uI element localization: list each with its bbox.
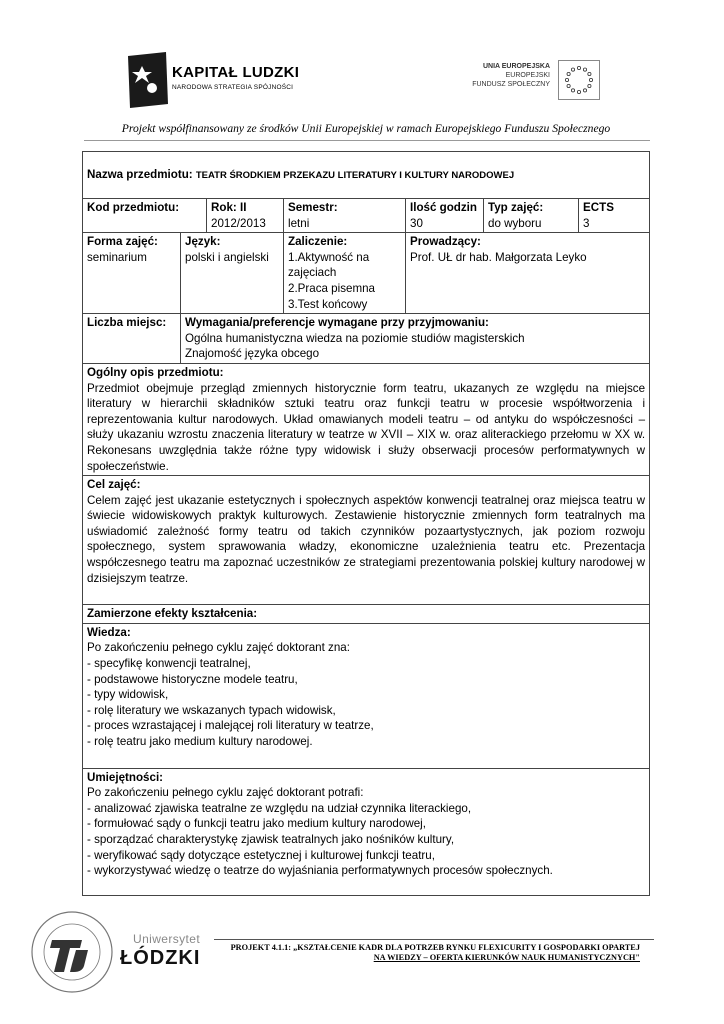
type-value: do wyboru [488, 216, 542, 230]
knowledge-row [83, 623, 650, 768]
language-value: polski i angielski [185, 250, 269, 264]
skill-item: - sporządzać charakterystykę zjawisk teatralnych jako nośników kultury, [87, 832, 455, 846]
goal-text: Celem zajęć jest ukazanie estetycznych i społecznych aspektów konwencji teatralnej oraz miejsca teatru w świecie widowiskowych praktyk kulturowych. Zestawienie historycznie zmiennych form teatralnych ma uświadomić zależność formy teatru od takich czynników pozaartystycznych, jak poziom rozwoju społecznego, system sprawowania władzy, ekonomiczne uzależnienia teatru etc. Prezentacja współczesnego teatru ma zapoznać uczestników ze strategiami prezentowania polskiej kultury narodowej w dzisiejszym teatrze. [87, 493, 646, 585]
course-name-value: TEATR ŚRODKIEM PRZEKAZU LITERATURY I KULTURY NARODOWEJ [195, 169, 515, 181]
knowledge-item: - proces wzrastającej i malejącej roli literatury w teatrze, [87, 719, 374, 733]
lecturer-label: Prowadzący: [410, 235, 481, 249]
kapital-ludzki-subtitle: NARODOWA STRATEGIA SPÓJNOŚCI [172, 84, 294, 91]
skills-intro: Po zakończeniu pełnego cyklu zajęć doktorant potrafi: [87, 786, 364, 800]
lecturer-cell [406, 233, 650, 314]
eu-flag-icon [558, 60, 600, 100]
code-label: Kod przedmiotu: [87, 201, 180, 214]
knowledge-item: - typy widowisk, [87, 688, 169, 702]
language-cell [181, 233, 284, 314]
skill-item: - wykorzystywać wiedzę o teatrze do wyjaśniania performatywnych procesów społecznych. [87, 864, 553, 878]
footer-divider [214, 939, 654, 940]
skills-row [83, 768, 650, 895]
course-name-row [83, 152, 650, 199]
goal-label: Cel zajęć: [87, 478, 141, 492]
university-seal-logo [30, 910, 114, 994]
knowledge-label: Wiedza: [87, 625, 131, 639]
skills-label: Umiejętności: [87, 770, 164, 784]
header-divider [84, 140, 650, 141]
outcomes-cell [83, 605, 650, 624]
eu-line-1: UNIA EUROPEJSKA [482, 63, 550, 70]
form-cell [83, 233, 181, 314]
ects-label: ECTS [583, 201, 614, 214]
type-cell [484, 199, 579, 233]
places-label: Liczba miejsc: [87, 316, 167, 330]
places-cell [83, 314, 181, 364]
lecturer-value: Prof. UŁ dr hab. Małgorzata Leyko [410, 250, 587, 264]
course-meta-row [83, 199, 650, 233]
knowledge-cell [83, 623, 650, 768]
form-value: seminarium [87, 250, 147, 264]
course-syllabus-table [82, 151, 650, 896]
kapital-ludzki-title: KAPITAŁ LUDZKI [172, 64, 300, 81]
requirements-row [83, 314, 650, 364]
ects-value: 3 [583, 216, 590, 230]
type-label: Typ zajęć: [488, 201, 544, 214]
goal-row [83, 476, 650, 605]
course-details-row [83, 233, 650, 314]
eu-line-2: EUROPEJSKI [505, 72, 550, 79]
goal-cell [83, 476, 650, 605]
year-label: Rok: II [211, 201, 247, 214]
language-label: Język: [185, 235, 221, 249]
credit-item: 2.Praca pisemna [288, 281, 375, 295]
university-name-line-2: ŁÓDZKI [120, 947, 201, 969]
skill-item: - weryfikować sądy dotyczące estetycznej i kulturowej funkcji teatru, [87, 848, 435, 862]
knowledge-intro: Po zakończeniu pełnego cyklu zajęć doktorant zna: [87, 641, 350, 655]
description-row [83, 363, 650, 475]
description-text: Przedmiot obejmuje przegląd zmiennych historycznie form teatru, ukazanych ze względu na miejsce literatury w hierarchii składników sztuki teatru oraz funkcji teatru w procesie współtworzenia i reprezentowania kultur narodowych. Układ omawianych modeli teatru – od antyku do współczesności – służy ukazaniu wzrostu znaczenia literatury w teatrze w XVII – XIX w. oraz aliterackiego przełomu w XX w. Rekonesans uwzględnia także różne typy widowisk i służy obserwacji procesów performatywnych w społeczeństwie. [87, 381, 646, 473]
semester-label: Semestr: [288, 201, 338, 214]
requirement-item: Znajomość języka obcego [185, 347, 320, 361]
code-cell [83, 199, 207, 233]
knowledge-item: - specyfikę konwencji teatralnej, [87, 657, 251, 671]
knowledge-item: - podstawowe historyczne modele teatru, [87, 672, 298, 686]
credit-label: Zaliczenie: [288, 235, 348, 249]
footer-project-text [214, 943, 640, 963]
skills-cell [83, 768, 650, 895]
footer-line-1: PROJEKT 4.1.1: „KSZTAŁCENIE KADR DLA POTRZEB RYNKU FLEXICURITY I GOSPODARKI OPARTEJ [230, 943, 640, 952]
description-cell [83, 363, 650, 475]
semester-value: letni [288, 216, 310, 230]
description-label: Ogólny opis przedmiotu: [87, 365, 224, 379]
outcomes-row [83, 605, 650, 624]
year-cell [207, 199, 284, 233]
course-name-cell [83, 152, 650, 199]
credit-item: 3.Test końcowy [288, 297, 368, 311]
skill-item: - analizować zjawiska teatralne ze względu na udział czynnika literackiego, [87, 801, 472, 815]
university-name-line-1: Uniwersytet [133, 932, 201, 946]
ects-cell [579, 199, 650, 233]
semester-cell [284, 199, 406, 233]
outcomes-label: Zamierzone efekty kształcenia: [87, 607, 258, 621]
footer-line-2: NA WIEDZY – OFERTA KIERUNKÓW NAUK HUMANISTYCZNYCH" [373, 953, 640, 962]
project-cofinancing-line: Projekt współfinansowany ze środków Unii Europejskiej w ramach Europejskiego Funduszu Społecznego [121, 122, 611, 135]
knowledge-item: - rolę teatru jako medium kultury narodowej. [87, 735, 313, 748]
hours-label: Ilość godzin [410, 201, 477, 214]
skill-item: - formułować sądy o funkcji teatru jako medium kultury narodowej, [87, 817, 426, 831]
requirements-label: Wymagania/preferencje wymagane przy przyjmowaniu: [185, 316, 489, 330]
year-value: 2012/2013 [211, 216, 266, 230]
requirement-item: Ogólna humanistyczna wiedza na poziomie studiów magisterskich [185, 331, 525, 345]
credit-cell [284, 233, 406, 314]
form-label: Forma zajęć: [87, 235, 158, 249]
course-name-label: Nazwa przedmiotu: [87, 167, 196, 181]
requirements-cell [181, 314, 650, 364]
credit-item: 1.Aktywność na zajęciach [288, 250, 370, 280]
eu-logo-text [460, 62, 550, 89]
eu-line-3: FUNDUSZ SPOŁECZNY [472, 81, 550, 88]
hours-value: 30 [410, 216, 423, 230]
knowledge-item: - rolę literatury we wskazanych typach widowisk, [87, 703, 336, 717]
hours-cell [406, 199, 484, 233]
